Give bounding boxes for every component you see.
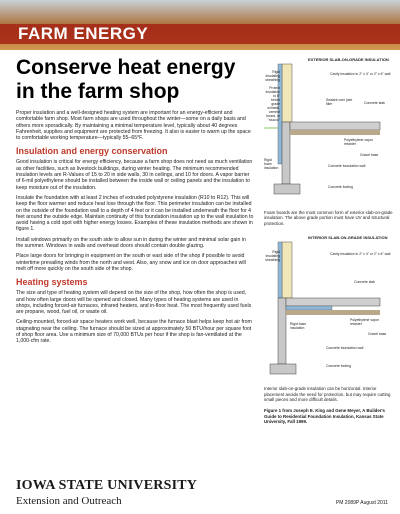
section-heading-heating: Heating systems [16,277,88,288]
interior-caption: Interior slab-on-grade insulation can be horizontal. Interior placement avoids the need for protection, but may require cutting small pieces and more difficult details. [264,386,391,403]
interior-diagram-title: INTERIOR SLAB-ON-GRADE INSULATION [308,235,388,241]
page-title: Conserve heat energy in the farm shop [16,56,236,103]
header-banner [0,0,400,50]
interior-insulation-diagram [264,236,394,384]
extension-text: Extension and Outreach [16,495,122,507]
paragraph: Place large doors for bringing in equipment on the south or east side of the shop if possible to avoid wintertime prevailing winds from the north and west. Also, any snow and ice on door approaches will melt off more quickly on the south side of the shop. [16,253,246,272]
diagram-label: Concrete slab [364,101,385,105]
paragraph: Ceiling-mounted, forced-air space heaters work well, because the furnace blast helps keep hot air from stagnating near the ceiling. The furnace should be sized at approximately 50 BTU/hour per square foot of shop floor area. Use a minimum size of 70,000 BTUs per hour if the shop is fan-ventilated at the 1,000-cfm rate. [16,319,252,345]
diagram-label: Rigid insulating sheathing [265,70,280,82]
footer [16,478,388,512]
exterior-caption: Foam boards are the most common form of exterior slab-on-grade insulation. The above grade portion must have UV and structural protection. [264,210,393,226]
diagram-label: Concrete slab [354,280,375,285]
banner-title: FARM ENERGY [18,24,149,43]
diagram-label: Concrete footing [328,185,353,189]
paragraph: Insulate the foundation with at least 2 inches of extruded polystyrene insulation (R10 to R12). This will keep the floor warmer and reduce heat loss through the floor. This perimeter insulation can be installed on the outside of the foundation wall to a depth of 4 feet or it can be installed underneath the floor for 4 feet around the outside edge. Maintain continuity of this foundation insulation up to the wall insulation to avoid having a cold spot with higher energy losses. Examples of these insulation methods are shown in figure 1. [16,194,254,233]
diagram-label: Gravel base [368,332,387,337]
diagram-label: Concrete foundation wall [326,346,364,351]
diagram-label: Rigid foam insulation [264,158,279,170]
diagram-label: Cavity insulation in 2" x 4" or 2" x 6" wall [330,72,391,76]
figure-column [264,58,394,425]
diagram-label: Rigid foam insulation [290,322,307,331]
body-column [16,110,254,349]
diagram-label: Concrete foundation wall [328,164,366,168]
publication-number: PM 2089P August 2011 [335,500,388,506]
paragraph: Good insulation is critical for energy efficiency, because a farm shop does not need as much ventilation as other facilities, such as livestock buildings, during winter heating. The minimum recommended insulation levels are R-Values of 15 to 20 in side walls, 30 in ceilings, and 10 for doors. A vapor barrier of 6-mil polyethylene should be installed between the inside wall or ceiling panels and the insulation to keep moisture out of the insulation. [16,159,253,191]
intro-paragraph: Proper insulation and a well-designed heating system are important for an energy-efficient and comfortable farm shop. Most farm shops are used throughout the winter—some on a daily basis and others more sporadically. By maintaining a minimal temperature level, typically about 40 degrees Fahrenheit, supplies and equipment are protected from freezing. It also is easier to warm up the space to comfortable working temperature—typically 55–65°F. [16,110,251,142]
diagram-label: Concrete footing [326,364,351,369]
university-logo: IOWA STATE UNIVERSITY [16,478,198,493]
diagram-label: Protect insulation to 6" below grade w/metal, cement board, or "stucco" [265,86,280,122]
exterior-insulation-diagram [264,58,394,206]
exterior-diagram-title: EXTERIOR SLAB-ON-GRADE INSULATION [308,57,389,62]
paragraph: The size and type of heating system will depend on the size of the shop, how often the shop is used, and how often large doors will be opened and closed. Many types of heating systems are used in shops, including forced-air furnaces, infrared heaters, and in-floor heat. The most frequently used fuels are propane, wood, fuel oil, or waste oil. [16,290,252,316]
diagram-label: Polyethylene vapor retarder [350,318,379,327]
interior-diagram-graphic [264,236,394,384]
diagram-label: Gravel base [360,153,379,157]
diagram-label: Rigid insulating sheathing [265,250,280,263]
diagram-label: Sealant over joint filler [326,98,353,106]
section-heading-insulation: Insulation and energy conservation [16,146,168,157]
paragraph: Install windows primarily on the south side to allow sun in during the winter and minimal solar gain in the summer. Windows in walls and overhead doors should contain double glazing. [16,236,246,250]
diagram-label: Cavity insulation in 2" x 4" or 2" x 6" wall [330,252,391,257]
exterior-diagram-graphic [264,58,394,206]
diagram-label: Polyethylene vapor retarder [344,138,373,146]
figure-credit: Figure 1 from Joseph E. King and Gene Meyer, A Builder's Guide to Residential Foundation Insulation, Kansas State University, Fall 1999. [264,408,385,425]
